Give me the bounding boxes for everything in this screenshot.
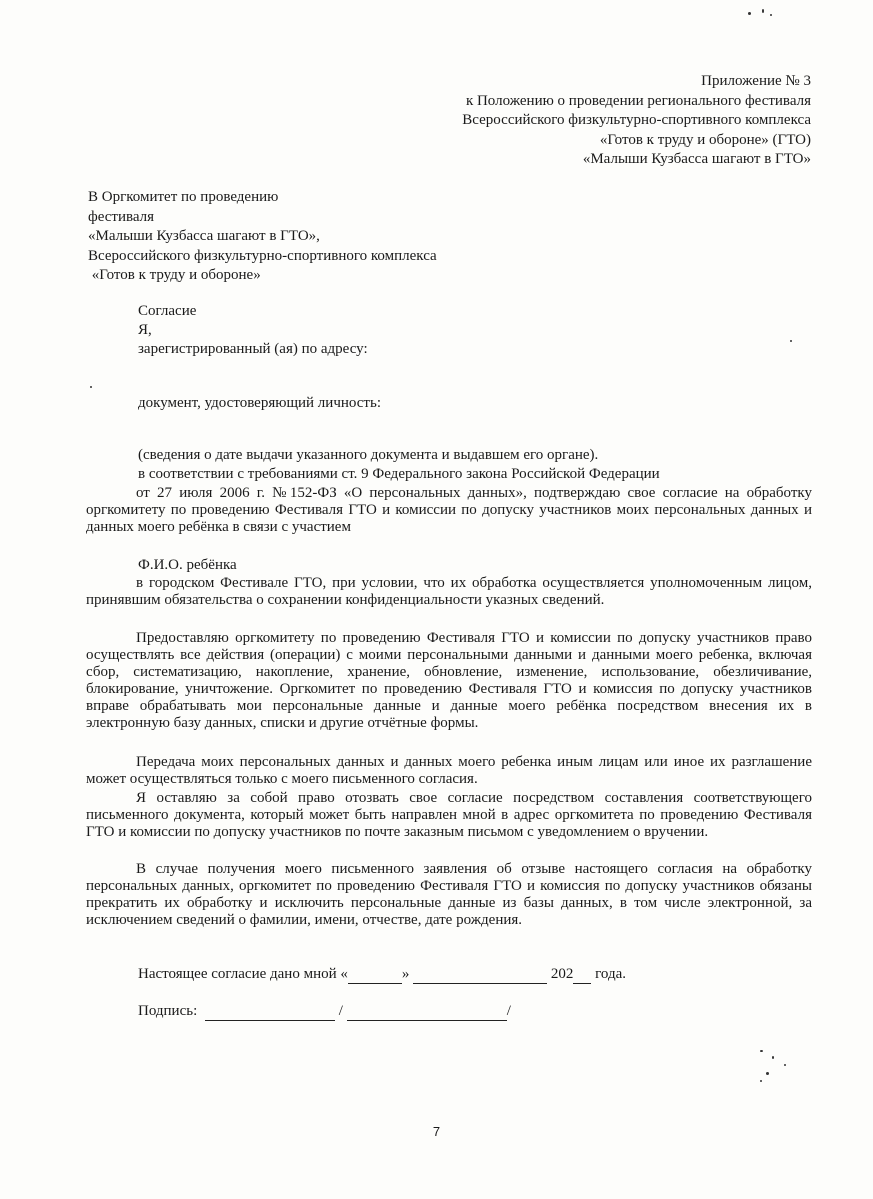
registered-address-label: зарегистрированный (ая) по адресу: [138, 341, 368, 357]
consent-date-line [138, 966, 626, 984]
addressee-line: Всероссийского физкультурно-спортивного комплекса [88, 247, 437, 264]
appendix-line: «Малыши Кузбасса шагают в ГТО» [582, 151, 811, 167]
date-quote-close: » [401, 966, 410, 982]
transfer-paragraph: Передача моих персональных данных и данных моего ребенка иным лицам или иное их разглашение может осуществляться только с моего письменного согласия. [86, 754, 812, 787]
withdrawal-paragraph: В случае получения моего письменного заявления об отзыве настоящего согласия на обработку персональных данных, оргкомитет по проведению Фестиваля ГТО и комиссия по допуску участников обязаны прекратить их обработку и исключить персональные данные из базы данных, в том числе электронной, за исключением сведений о фамилии, имени, отчестве, дате рождения. [86, 861, 812, 928]
signature-name-blank [347, 1003, 507, 1021]
appendix-line: к Положению о проведении регионального фестиваля [465, 92, 811, 109]
date-prefix: Настоящее согласие дано мной « [138, 966, 348, 982]
date-suffix: года. [591, 966, 627, 982]
page-number: 7 [432, 1124, 441, 1139]
appendix-line: «Готов к труду и обороне» (ГТО) [599, 131, 811, 148]
scan-speck [772, 1056, 774, 1059]
consent-i: Я, [138, 322, 152, 338]
year-blank [573, 966, 591, 984]
scan-speck [766, 1072, 769, 1075]
addressee-line: «Готов к труду и обороне» [88, 267, 261, 283]
revoke-paragraph: Я оставляю за собой право отозвать свое согласие посредством составления соответствующего письменного документа, который может быть направлен мной в адрес оргкомитета по проведению Фестиваля ГТО и комиссии по допуску участников по почте заказным письмом с уведомлением о вручении. [86, 790, 812, 840]
grant-rights-paragraph: Предоставляю оргкомитету по проведению Фестиваля ГТО и комиссии по допуску участников право осуществлять все действия (операции) с моими персональными данными и данными моего ребенка, включая сбор, систематизацию, накопление, хранение, обновление, изменение, использование, обезличивание, блокирование, уничтожение. Оргкомитет по проведению Фестиваля ГТО и комиссия по допуску участников вправе обрабатывать мои персональные данные и данные моего ребёнка посредством внесения их в электронную базу данных, списки и другие отчётные формы. [86, 630, 812, 731]
signature-line [138, 1003, 511, 1021]
signature-slash: / [338, 1003, 343, 1019]
id-document-label: документ, удостоверяющий личность: [138, 395, 381, 411]
scan-speck [748, 12, 751, 15]
day-blank [348, 966, 402, 984]
scan-speck [90, 386, 92, 388]
year-prefix: 202 [547, 966, 574, 982]
id-details-note: (сведения о дате выдачи указанного документа и выдавшем его органе). [138, 447, 599, 463]
city-festival-paragraph: в городском Фестивале ГТО, при условии, что их обработка осуществляется уполномоченным лицом, принявшим обязательства о сохранении конфиденциальности указных сведений. [86, 575, 812, 608]
scan-speck [760, 1050, 763, 1052]
scan-speck [784, 1064, 786, 1066]
addressee-line: фестиваля [88, 208, 155, 225]
scan-speck [770, 14, 772, 16]
consent-title: Согласие [138, 303, 197, 319]
law-consent-paragraph: от 27 июля 2006 г. №152-ФЗ «О персональных данных», подтверждаю свое согласие на обработку оргкомитету по проведению Фестиваля ГТО и комиссии по допуску участников моих персональных данных и данных моего ребёнка в связи с участием [86, 485, 812, 535]
appendix-line: Приложение № 3 [701, 73, 811, 89]
signature-slash-end: / [506, 1003, 511, 1019]
child-name-label: Ф.И.О. ребёнка [138, 557, 237, 573]
month-blank [413, 966, 547, 984]
signature-label: Подпись: [138, 1003, 198, 1019]
law-reference-line: в соответствии с требованиями ст. 9 Федерального закона Российской Федерации [138, 466, 660, 482]
appendix-line: Всероссийского физкультурно-спортивного комплекса [462, 112, 811, 128]
scan-speck [760, 1080, 762, 1082]
addressee-line: В Оргкомитет по проведению [88, 189, 279, 205]
scan-speck [790, 340, 792, 342]
addressee-block [88, 188, 437, 286]
appendix-header [462, 72, 811, 170]
scan-speck [762, 9, 764, 13]
signature-blank [205, 1003, 335, 1021]
addressee-line: «Малыши Кузбасса шагают в ГТО», [88, 228, 320, 244]
